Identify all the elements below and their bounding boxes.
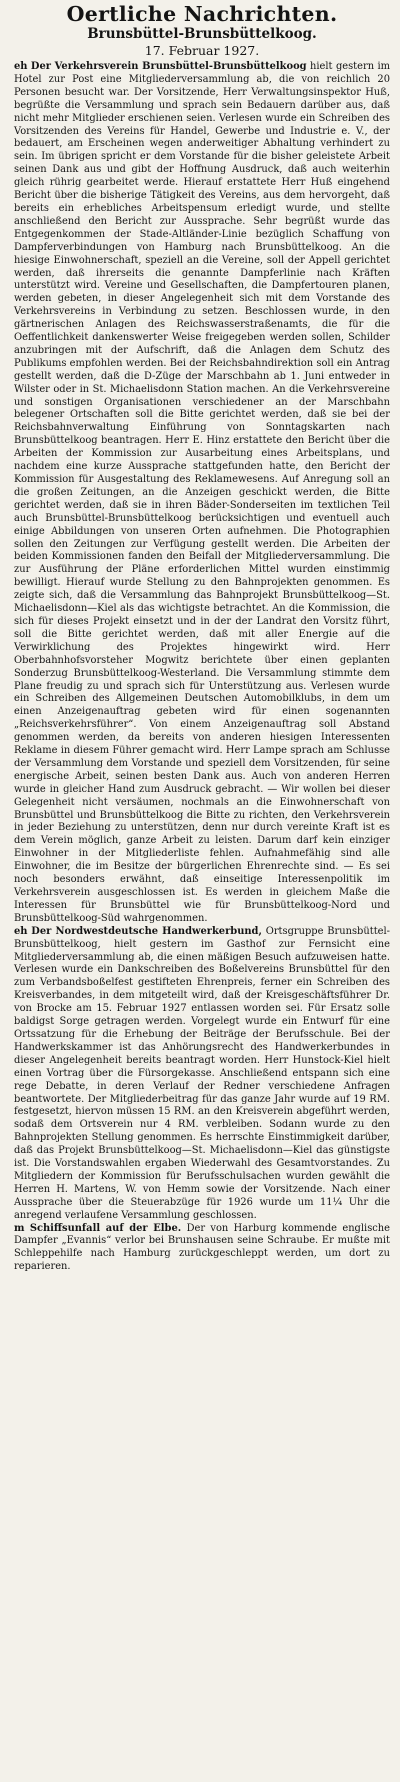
article-text: hielt gestern im Hotel zur Post eine Mitgliederversammlung ab, die von reichlich 20 Personen besucht war. Der Vorsitzende, Herr Verwaltungsinspektor Huß, begrüßte die Versammlung und sprach sein Bedauern darüber aus, daß nicht mehr Mitglieder erschienen seien. Verlesen wurde ein Schreiben des Vorsitzenden des Vereins für Handel, Gewerbe und Industrie e. V., der bedauert, am Erscheinen wegen anderweitiger Abhaltung verhindert zu sein. Im übrigen spricht er dem Vorstande für die bisher geleistete Arbeit seinen Dank aus und gibt der Hoffnung Ausdruck, daß auch weiterhin gleich rührig gearbeitet werde. Hierauf erstattete Herr Huß eingehend Bericht über die bisherige Tätigkeit des Vereins, aus dem hervorgeht, daß bereits ein erhebliches Arbeitspensum erledigt wurde, und stellte anschließend den Bericht zur Aussprache. Sehr begrüßt wurde das Entgegenkommen der Stade-Altländer-Linie bezüglich Schaffung von Dampferverbindungen von Hamburg nach Brunsbüttelkoog. An die hiesige Einwohnerschaft, speziell an die Vereine, soll der Appell gerichtet werden, daß ihrerseits die genannte Dampferlinie nach Kräften unterstützt wird. Vereine und Gesellschaften, die Dampfertouren planen, werden gebeten, in dieser Angelegenheit sich mit dem Vorstande des Verkehrsvereins in Verbindung zu setzen. Beschlossen wurde, in den gärtnerischen Anlagen des Reichswasserstraßenamts, die für die Oeffentlichkeit dankenswerter Weise freigegeben werden sollen, Schilder anzubringen mit der Aufschrift, daß die Anlagen dem Schutz des Publikums empfohlen werden. Bei der Reichsbahndirektion soll ein Antrag gestellt werden, daß die D-Züge der Marschbahn ab 1. Juni entweder in Wilster oder in St. Michaelisdonn Station machen. An die Verkehrsvereine und sonstigen Organisationen verschiedener an der Marschbahn belegener Ortschaften soll die Bitte gerichtet werden, daß sie bei der Reichsbahnverwaltung Einführung von Sonntagskarten nach Brunsbüttelkoog beantragen. Herr E. Hinz erstattete den Bericht über die Arbeiten der Kommission zur Ausarbeitung eines Arbeitsplans, und nachdem eine kurze Aussprache stattgefunden hatte, den Bericht der Kommission für Ausgestaltung des Reklamewesens. Auf Anregung soll an die großen Zeitungen, an die Anzeigen geschickt werden, die Bitte gerichtet werden, daß sie in ihren Bäder-Sonderseiten im textlichen Teil auch Brunsbüttel-Brunsbüttelkoog berücksichtigen und eventuell auch einige Abbildungen von unseren Orten aufnehmen. Die Photographien sollen den Zeitungen zur Verfügung gestellt werden. Die Arbeiten der beiden Kommissionen fanden den Beifall der Mitgliederversammlung. Die zur Ausführung der Pläne erforderlichen Mittel wurden einstimmig bewilligt. Hierauf wurde Stellung zu den Bahnprojekten genommen. Es zeigte sich, daß die Versammlung das Bahnprojekt Brunsbüttelkoog—St. Michaelisdonn—Kiel als das wichtigste betrachtet. An die Kommission, die sich für dieses Projekt einsetzt und in der der Landrat den Vorsitz führt, soll die Bitte gerichtet werden, daß mit aller Energie auf die Verwirklichung des Projektes hingewirkt wird. Herr Oberbahnhofsvorsteher Mogwitz berichtete über einen geplanten Sonderzug Brunsbüttelkoog-Westerland. Die Versammlung stimmte dem Plane freudig zu und sprach sich für Unterstützung aus. Verlesen wurde ein Schreiben des Allgemeinen Deutschen Automobilklubs, in dem um einen Anzeigenauftrag gebeten wird für einen sogenannten „Reichsverkehrsführer“. Von einem Anzeigenauftrag soll Abstand genommen werden, da bereits von anderen hiesigen Interessenten Reklame in diesem Führer gemacht wird. Herr Lampe sprach am Schlusse der Versammlung dem Vorstande und speziell dem Vorsitzenden, für seine energische Arbeit, seinen besten Dank aus. Auch von anderen Herren wurde in gleicher Hand zum Ausdruck gebracht. — Wir wollen bei dieser Gelegenheit nicht versäumen, nochmals an die Einwohnerschaft von Brunsbüttel und Brunsbüttelkoog die Bitte zu richten, den Verkehrsverein in jeder Beziehung zu unterstützen, denn nur durch vereinte Kraft ist es dem Verein möglich, ganze Arbeit zu leisten. Darum darf kein einziger Einwohner in der Mitgliederliste fehlen. Aufnahmefähig sind alle Einwohner, die im Besitze der bürgerlichen Ehrenrechte sind. — Es sei noch besonders erwähnt, daß einseitige Interessenpolitik im Verkehrsverein ausgeschlossen ist. Es werden in gleichem Maße die Interessen für Brunsbüttel wie für Brunsbüttelkoog-Nord und Brunsbüttelkoog-Süd wahrgenommen.: [14, 61, 391, 924]
article-schiffsunfall: [14, 1223, 390, 1275]
section-heading: Oertliche Nachrichten.: [66, 2, 338, 26]
article-tag: eh: [14, 61, 28, 72]
article-handwerkerbund: [14, 926, 390, 1223]
article-tag: eh: [14, 925, 28, 937]
location-subheading: Brunsbüttel-Brunsbüttelkoog.: [87, 26, 317, 42]
article-verkehrsverein: [14, 61, 390, 926]
article-text: Der von Harburg kommende englische Dampfer „Evannis“ verlor bei Brunshausen seine Schraube. Er mußte mit Schleppehilfe nach Hamburg zurückgeschleppt werden, um dort zu reparieren.: [14, 1222, 390, 1273]
article-lead: Der Verkehrsverein Brunsbüttel-Brunsbüttelkoog: [30, 61, 307, 72]
article-tag: m: [14, 1222, 25, 1234]
article-body: [14, 1223, 390, 1275]
article-text: Ortsgruppe Brunsbüttel-Brunsbüttelkoog, hielt gestern im Gasthof zur Fernsicht eine Mitgliederversammlung ab, die einen mäßigen Besuch aufzuweisen hatte. Verlesen wurde ein Dankschreiben des Boßelvereins Brunsbüttel für den zum Verbandsboßelfest gestifteten Ehrenpreis, ferner ein Schreiben des Kreisverbandes, in dem mitgeteilt wird, daß der Kreisgeschäftsführer Dr. von Brocke am 15. Februar 1927 entlassen worden sei. Für Ersatz solle baldigst Sorge getragen werden. Vorgelegt wurde ein Entwurf für eine Ortssatzung für die Erhebung der Beiträge der Berufsschule. Bei der Handwerkskammer ist das Anhörungsrecht des Handwerkerbundes in dieser Angelegenheit bereits beantragt worden. Herr Hunstock-Kiel hielt einen Vortrag über die Fürsorgekasse. Anschließend entspann sich eine rege Debatte, in deren Verlauf der Redner verschiedene Anfragen beantwortete. Der Mitgliederbeitrag für das ganze Jahr wurde auf 19 RM. festgesetzt, hiervon müssen 15 RM. an den Kreisverein abgeführt werden, sodaß dem Ortsverein nur 4 RM. verbleiben. Sodann wurde zu den Bahnprojekten Stellung genommen. Es herrschte Einstimmigkeit darüber, daß das Projekt Brunsbüttelkoog—St. Michaelisdonn—Kiel das günstigste ist. Die Vorstandswahlen ergaben Wiederwahl des Gesamtvorstandes. Zu Mitgliedern der Kommission für Berufsschulsachen wurden gewählt die Herren H. Martens, W. von Hemm sowie der Vorsitzende. Nach einer Aussprache über die Steuerabzüge für 1926 wurde um 11¼ Uhr die anregend verlaufene Versammlung geschlossen.: [14, 925, 391, 1221]
dateline: 17. Februar 1927.: [144, 43, 260, 58]
article-lead: Schiffsunfall auf der Elbe.: [29, 1222, 182, 1234]
article-body: [14, 61, 390, 926]
article-lead: Der Nordwestdeutsche Handwerkerbund,: [31, 925, 262, 937]
article-body: [14, 926, 390, 1223]
